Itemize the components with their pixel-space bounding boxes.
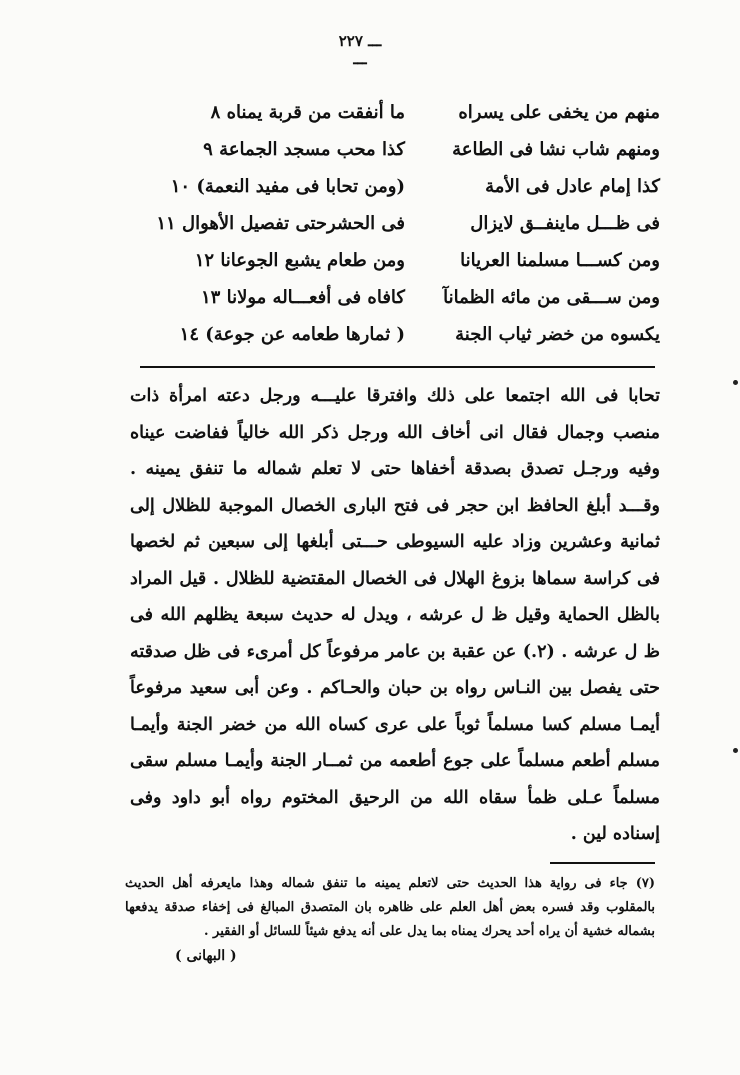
poem (150, 94, 660, 353)
verse-first-hemistich: فى ظـــل ماينفــق لايزال (470, 213, 660, 234)
verse-first-hemistich: ومن ســـقى من مائه الظمانآ (443, 287, 660, 308)
footnote-signature: ( البهانى ) (175, 948, 237, 964)
commentary-text (130, 378, 660, 853)
verse-second-hemistich: كافاه فى أفعـــاله مولانا ١٣ (200, 287, 405, 308)
poem-verse (150, 205, 660, 242)
margin-mark (733, 748, 738, 753)
verse-second-hemistich: كذا محب مسجد الجماعة ٩ (203, 139, 405, 160)
verse-first-hemistich: منهم من يخفى على يسراه (458, 102, 660, 123)
footnote-text: (٧) جاء فى رواية هذا الحديث حتى لاتعلم يمينه ما تنفق شماله وهذا مايعرفه أهل الحديث بالمقلوب وقد فسره بعض أهل العلم على ظاهره بان المتصدق المبالغ فى إخفاء صدقة يدفعها بشماله خشية أن يراه أحد يحرك يمناه بما يدل على أنه يدفع شيئاً للسائل أو الفقير . (125, 876, 655, 939)
poem-verse (150, 242, 660, 279)
verse-first-hemistich: كذا إمام عادل فى الأمة (485, 176, 660, 197)
footnote (125, 872, 655, 968)
verse-first-hemistich: ومن كســـا مسلمنا العريانا (460, 250, 660, 271)
commentary-paragraph: تحابا فى الله اجتمعا على ذلك وافترقا عليـــه ورجل دعته امرأة ذات منصب وجمال فقال انى أخاف الله ورجل ذكر الله خالياً ففاضت عيناه وفيه ورجـل تصدق بصدقة أخفاها حتى لا تعلم شماله ما تنفق يمينه . وقـــد أبلغ الحافظ ابن حجر فى فتح البارى الخصال الموجبة للظلال إلى ثمانية وعشرين وزاد عليه السيوطى حـــتى أبلغها إلى سبعين ثم لخصها فى كراسة سماها بزوغ الهلال فى الخصال المقتضية للظلال . قيل المراد بالظل الحماية وقيل ظ ل عرشه ، ويدل له حديث سبعة يظلهم الله فى ظ ل عرشه . (٢.) عن عقبة بن عامر مرفوعاً كل أمرىء فى ظل صدقته حتى يفصل بين النـاس رواه بن حبان والحـاكم . وعن أبى سعيد مرفوعاً أيمـا مسلم كسا مسلماً ثوباً على عرى كساه الله من خضر الجنة وأيمـا مسلم أطعم مسلماً على جوع أطعمه من ثمــار الجنة وأيمـا مسلم سقى مسلماً عـلى ظمأ سقاه الله من الرحيق المختوم رواه أبو داود وفى إسناده لين . (130, 386, 660, 844)
poem-verse (150, 131, 660, 168)
poem-verse (150, 279, 660, 316)
verse-second-hemistich: ما أنفقت من قربة يمناه ٨ (210, 102, 405, 123)
margin-mark (733, 380, 738, 385)
page-number: ـــ ٢٢٧ ـــ (338, 32, 382, 68)
verse-first-hemistich: يكسوه من خضر ثياب الجنة (455, 324, 660, 345)
poem-verse (150, 94, 660, 131)
verse-second-hemistich: ( ثمارها طعامه عن جوعة) ١٤ (179, 324, 405, 345)
verse-second-hemistich: ومن طعام يشبع الجوعانا ١٢ (194, 250, 405, 271)
verse-first-hemistich: ومنهم شاب نشا فى الطاعة (452, 139, 660, 160)
poem-verse (150, 168, 660, 205)
poem-verse (150, 316, 660, 353)
verse-second-hemistich: فى الحشرحتى تفصيل الأهوال ١١ (156, 213, 405, 234)
poem-divider (140, 366, 655, 368)
verse-second-hemistich: (ومن تحابا فى مفيد النعمة) ١٠ (170, 176, 405, 197)
footnote-divider (550, 862, 655, 864)
